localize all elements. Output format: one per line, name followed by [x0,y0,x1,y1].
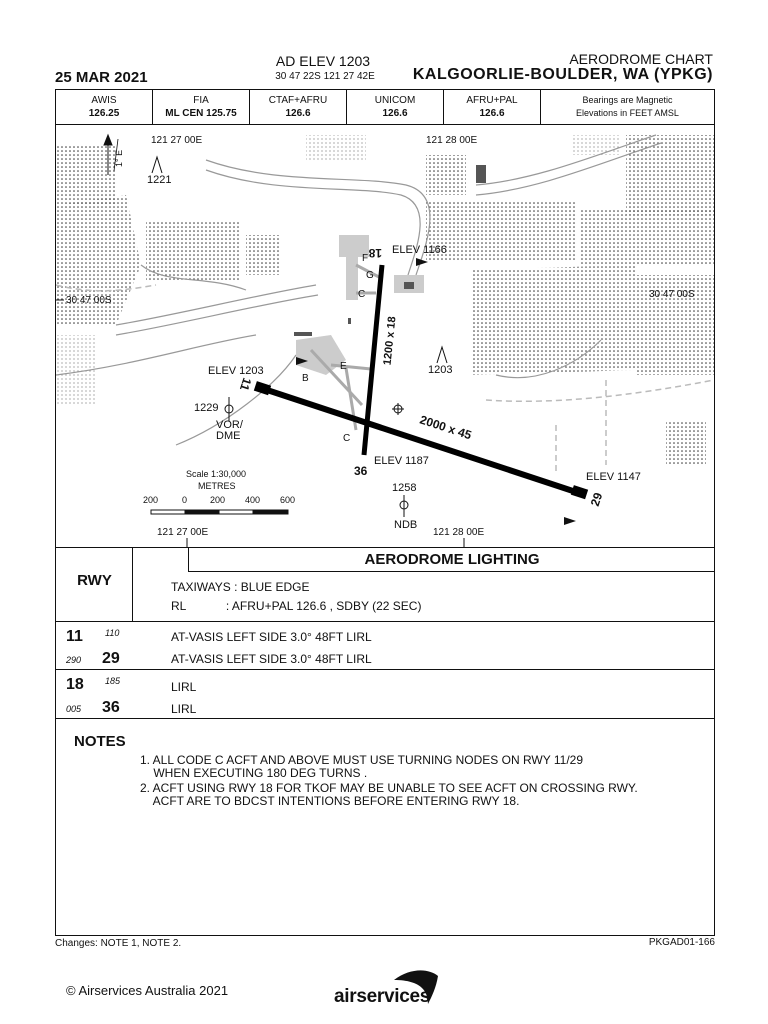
aerodrome-map [55,125,715,548]
obstacle-1203: 1203 [428,364,453,376]
bearings-note-line: Bearings are Magnetic [582,95,673,105]
freq-fia [153,90,250,124]
taxiway-c-north: C [358,289,366,300]
note-1 [140,754,583,780]
taxiway-f: F [362,253,369,264]
freq-label: FIA [193,95,209,106]
freq-label: AFRU+PAL [466,95,518,106]
aerodrome-map-svg [56,125,714,548]
lighting-rl: RL : AFRU+PAL 126.6 , SDBY (22 SEC) [171,599,422,613]
lighting-taxiways: TAXIWAYS : BLUE EDGE [171,580,310,594]
freq-value: 126.6 [479,108,505,119]
aerodrome-coordinates: 30 47 22S 121 27 42E [275,71,375,82]
note-1-line-2: WHEN EXECUTING 180 DEG TURNS . [140,766,368,780]
rwy-18-bearing: 185 [105,676,121,686]
chart-date: 25 MAR 2021 [55,69,148,86]
note-2-line-2: ACFT ARE TO BDCST INTENTIONS BEFORE ENTERING RWY 18. [140,794,520,808]
freq-value: 126.25 [88,108,120,119]
bearings-note [541,90,714,124]
freq-unicom [347,90,444,124]
note-2-line-1: 2. ACFT USING RWY 18 FOR TKOF MAY BE UNABLE TO SEE ACFT ON CROSSING RWY. [140,781,638,795]
runway-11-29 [254,381,588,499]
coord-top-left: 121 27 00E [151,135,203,146]
vor-dme-icon [225,397,233,421]
magnetic-variation: 1° E [114,149,124,167]
rwy-end-29: 29 [587,490,606,508]
rwy-end-11: 11 [236,376,255,393]
scale-title: Scale 1:30,000 [186,469,247,479]
rwy-18-lighting: LIRL [171,680,197,694]
freq-afru [444,90,541,124]
taxiway-g: G [366,270,374,281]
obstacle-1258: 1258 [392,482,417,494]
brand-wordmark: airservices [334,986,431,1007]
obstacle-1221: 1221 [147,174,172,186]
rwy-29-bearing: 290 [66,655,82,665]
runway-main-dims: 2000 x 45 [418,412,474,443]
navaid-ndb-label: NDB [394,519,418,531]
chart-type: AERODROME CHART [569,51,713,67]
taxiway-b: B [302,373,309,384]
coord-bottom-right: 121 28 00E [433,527,485,538]
frequency-bar [55,89,715,125]
rwy-29-lighting: AT-VASIS LEFT SIDE 3.0° 48FT LIRL [171,652,372,666]
freq-ctaf [250,90,347,124]
elev-1166: ELEV 1166 [392,244,447,256]
row-divider [56,718,714,719]
freq-awis [56,90,153,124]
rwy-18: 18 [66,676,84,693]
changes-note: Changes: NOTE 1, NOTE 2. [55,938,182,949]
taxiway-e: E [340,361,347,372]
scale-tick-200l: 200 [143,495,159,505]
elev-1147: ELEV 1147 [586,471,641,483]
scale-tick-200: 200 [210,495,226,505]
navaid-vor-label: VOR/ [216,419,243,431]
freq-label: CTAF+AFRU [268,95,328,106]
obstacle-1229: 1229 [194,402,219,414]
freq-label: AWIS [91,95,117,106]
rwy-11: 11 [66,628,83,645]
aerodrome-name: KALGOORLIE-BOULDER, WA (YPKG) [412,66,713,83]
document-id: PKGAD01-166 [648,937,715,948]
scale-bar [151,510,288,514]
ndb-icon [400,495,408,517]
scale-tick-400: 400 [245,495,261,505]
scale-unit: METRES [198,481,236,491]
rwy-36-lighting: LIRL [171,702,197,716]
scale-tick-600: 600 [280,495,296,505]
elevations-note-line: Elevations in FEET AMSL [576,108,679,118]
coord-top-right: 121 28 00E [426,135,478,146]
note-1-line-1: 1. ALL CODE C ACFT AND ABOVE MUST USE TURNING NODES ON RWY 11/29 [140,753,584,767]
freq-value: ML CEN 125.75 [165,108,237,119]
navaid-dme-label: DME [216,430,241,442]
row-divider [56,621,714,622]
aerodrome-elevation: AD ELEV 1203 [275,53,371,69]
rwy-header: RWY [77,572,112,589]
runway-cross-dims: 1200 x 18 [381,315,399,366]
aerodrome-reference-icon [392,403,404,415]
rwy-29: 29 [102,650,120,667]
coord-left: 30 47 00S [66,295,112,306]
scale-tick-0: 0 [182,495,188,505]
rwy-end-18: 18 [368,246,382,260]
rwy-11-bearing: 110 [105,628,120,638]
lighting-title: AERODROME LIGHTING [188,548,715,572]
rwy-col-divider [132,548,133,621]
rwy-end-36: 36 [354,464,368,478]
row-divider [56,669,714,670]
note-2 [140,782,638,808]
elev-1203: ELEV 1203 [208,365,264,377]
elev-1187: ELEV 1187 [374,455,429,467]
notes-title: NOTES [74,733,126,750]
taxiway-c-south: C [343,433,351,444]
freq-value: 126.6 [382,108,408,119]
rwy-11-lighting: AT-VASIS LEFT SIDE 3.0° 48FT LIRL [171,630,372,644]
rwy-36-bearing: 005 [66,704,82,714]
aerodrome-lighting-table [55,547,715,936]
copyright: © Airservices Australia 2021 [66,983,229,998]
coord-bottom-left: 121 27 00E [157,527,209,538]
rwy-36: 36 [102,699,120,716]
coord-right: 30 47 00S [649,289,695,300]
freq-label: UNICOM [374,95,416,106]
freq-value: 126.6 [285,108,311,119]
